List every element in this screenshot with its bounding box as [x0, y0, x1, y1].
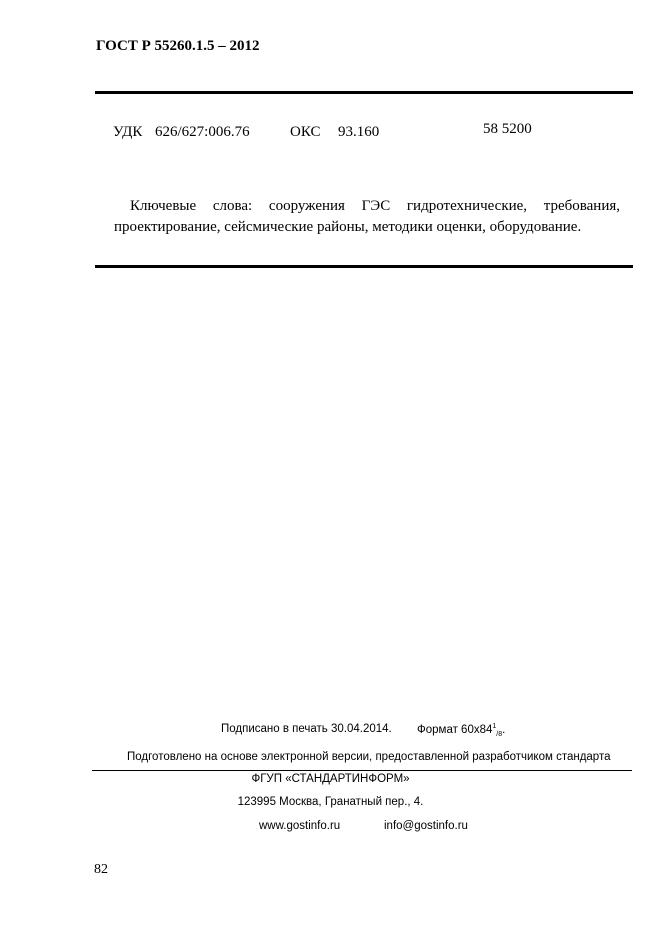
signed-for-print: Подписано в печать 30.04.2014. — [221, 723, 392, 735]
udk-value: 626/627:006.76 — [155, 124, 250, 140]
keywords-label: Ключевые слова: — [130, 198, 253, 214]
standard-id-header: ГОСТ Р 55260.1.5 – 2012 — [96, 38, 260, 54]
keywords-text: сооружения ГЭС гидротехнические, требования, проектирование, сейсмические районы, методики оценки, оборудование. — [114, 198, 621, 235]
paper-format — [417, 723, 505, 738]
oks-label: ОКС — [290, 124, 321, 140]
format-sup: 1 — [492, 723, 497, 730]
website-link[interactable]: www.gostinfo.ru — [259, 820, 341, 832]
format-label: Формат 60х84 — [417, 723, 493, 736]
udk-label: УДК — [113, 124, 143, 140]
keywords-paragraph — [114, 196, 620, 238]
format-sub: /8 — [496, 731, 503, 739]
email-link[interactable]: info@gostinfo.ru — [384, 820, 468, 832]
publisher-name: ФГУП «СТАНДАРТИНФОРМ» — [251, 773, 410, 785]
top-rule — [95, 91, 633, 94]
page-number: 82 — [94, 862, 108, 877]
format-tail: . — [502, 723, 506, 736]
bottom-rule — [95, 265, 633, 268]
okp-value: 58 5200 — [483, 121, 532, 137]
oks-value: 93.160 — [338, 124, 380, 140]
imprint-rule — [92, 770, 632, 771]
prepared-note: Подготовлено на основе электронной версии, предоставленной разработчиком стандарта — [127, 751, 611, 763]
publisher-address: 123995 Москва, Гранатный пер., 4. — [237, 796, 424, 808]
